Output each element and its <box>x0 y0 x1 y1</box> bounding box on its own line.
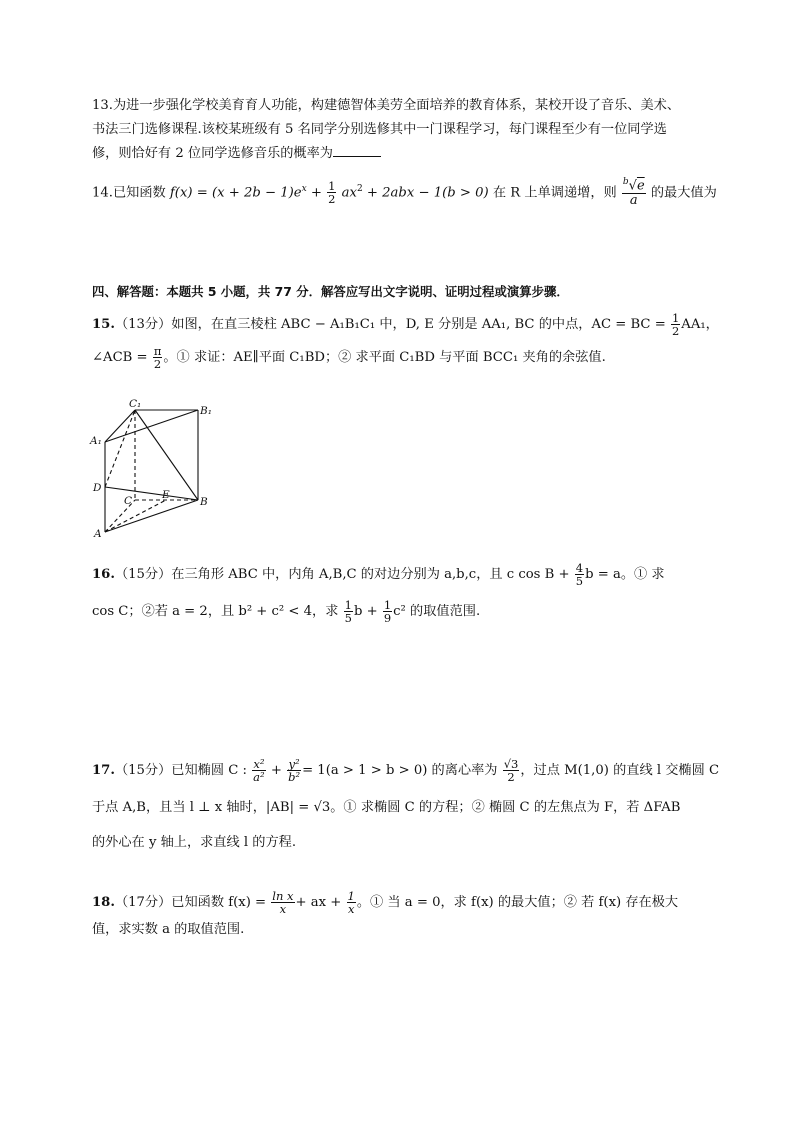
label-a1: A₁ <box>90 435 102 447</box>
question-18: 18.（17分）已知函数 f(x) = $\frac{\text{ln x}}{x}$ + ax + $\frac{1}{x}$ 。① 当 a = 0，求 f(x) 的最大值；② 若 f(x) 存在极大 值，求实数 a 的取值范围. <box>92 889 679 938</box>
question-16: 16.（15分）在三角形 ABC 中，内角 A,B,C 的对边分别为 a,b,c，且 c cos B + $\frac{4}{5}$ b = a。① 求 cos C；②若 a = 2，且 b² + c² < 4，求 $\frac{1}{5}$ b + $\frac{1}{9}$ c² 的取值范围. <box>92 561 665 626</box>
question-14 <box>92 177 717 208</box>
edge-a1b1 <box>105 410 198 442</box>
edge-db <box>105 487 198 500</box>
q13-line2: 书法三门选修课程.该校某班级有 5 名同学分别选修其中一门课程学习，每门课程至少有一位同学选 <box>92 122 667 137</box>
label-e: E <box>162 489 170 501</box>
label-b: B <box>200 496 208 508</box>
label-d: D <box>93 482 102 494</box>
section-heading: 四、解答题：本题共 5 小题，共 77 分．解答应写出文字说明、证明过程或演算步骤． <box>92 284 569 299</box>
edge-dc1 <box>105 410 135 487</box>
q13-line1: 13.为进一步强化学校美育育人功能，构建德智体美劳全面培养的教育体系，某校开设了音乐、美术、 <box>92 98 681 113</box>
answer-blank <box>333 143 381 157</box>
q13-line3: 修，则恰好有 2 位同学选修音乐的概率为 <box>92 142 704 166</box>
root-fraction: $\frac{^b√e}{a}$ <box>622 177 645 208</box>
edge-c1b <box>135 410 198 500</box>
question-15: 15.（13分）如图，在直三棱柱 ABC − A₁B₁C₁ 中，D, E 分别是 AA₁, BC 的中点，AC = BC = $\frac{1}{2}$ AA₁， ∠ACB = $\frac{\pi}{2}$ 。① 求证：AE∥平面 C₁BD；② 求平面 C₁BD 与平面 BCC₁ 夹角的余弦值. <box>92 311 719 372</box>
prism-figure <box>88 398 218 540</box>
question-13 <box>92 94 704 166</box>
label-b1: B₁ <box>200 405 212 417</box>
label-c: C <box>124 495 133 507</box>
edge-ab <box>105 500 198 532</box>
fraction-half: $\frac{1}{2}$ <box>328 179 336 207</box>
label-a: A <box>94 528 102 540</box>
label-c1: C₁ <box>129 398 142 410</box>
q14-line: 14.已知函数 $f(x) = (x + 2b - 1)e^x$ + $\frac{1}{2}$ $ax^2 + 2abx - 1(b > 0)$ 在 R 上单调递增，则 $\frac{^b√e}{a}$ 的最大值为 <box>92 177 717 208</box>
radical-icon: √ <box>628 178 637 194</box>
edge-ae <box>105 500 166 532</box>
question-17: 17.（15分）已知椭圆 C : $\frac{\text{x²}}{\text{a²}}$ + $\frac{\text{y²}}{\text{b²}}$ = 1(a > 1 > b > 0) 的离心率为 $\frac{√3}{2}$ ，过点 M(1,0) 的直线 l 交椭圆 C 于点 A,B，且当 l ⊥ x 轴时，|AB| = √3。① 求椭圆 C 的方程；② 椭圆 C 的左焦点为 F，若 ΔFAB 的外心在 y 轴上，求直线 l 的方程. <box>92 757 720 851</box>
